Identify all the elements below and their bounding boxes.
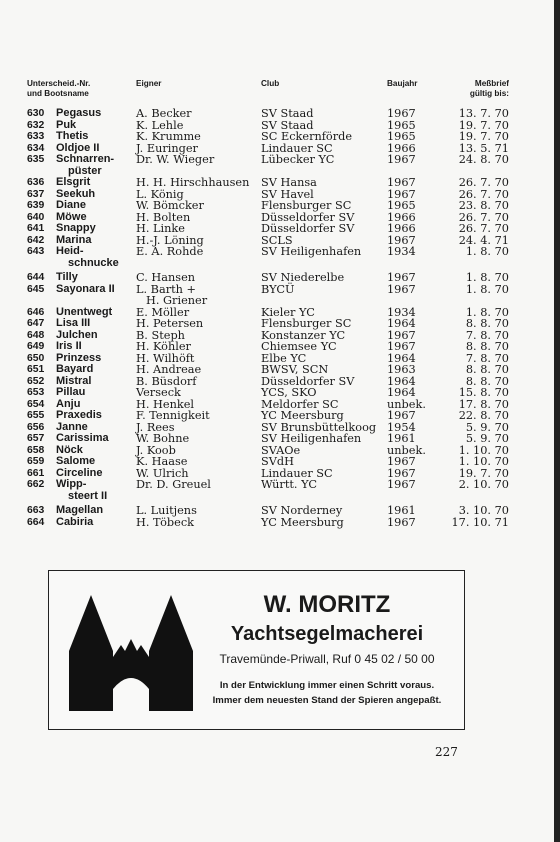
owner-name: H.-J. Löning: [136, 233, 204, 247]
boat-name: Snappy: [56, 222, 96, 234]
boat-name: Nöck: [56, 443, 83, 456]
build-year: 1967: [387, 328, 416, 342]
build-year: unbek.: [387, 397, 426, 411]
ad-slogan-2: Immer dem neuesten Stand der Spieren angepaßt.: [212, 695, 442, 706]
owner-name: H. Petersen: [136, 317, 204, 330]
build-year: 1963: [387, 363, 416, 376]
valid-until: 26. 7. 70: [458, 210, 509, 224]
valid-until: 8. 8. 70: [465, 374, 509, 388]
valid-until: 19. 7. 70: [458, 130, 509, 143]
valid-until: 24. 8. 70: [458, 153, 509, 166]
owner-name: H. Köhler: [136, 340, 191, 353]
boat-number: 649: [27, 341, 45, 352]
boat-number: 648: [27, 329, 45, 341]
boat-name: Thetis: [56, 130, 89, 142]
valid-until: 19. 7. 70: [458, 118, 509, 132]
club-name: Kieler YC: [261, 305, 315, 319]
club-name: SVAOe: [261, 443, 301, 457]
build-year: unbek.: [387, 443, 426, 457]
valid-until: 8. 8. 70: [465, 340, 509, 353]
boat-name: Tilly: [56, 271, 78, 283]
boat-name: Circeline: [56, 466, 103, 479]
build-year: 1967: [387, 233, 416, 247]
valid-until: 22. 8. 70: [458, 409, 509, 422]
table-row: [27, 154, 509, 177]
owner-name: W. Bohne: [136, 432, 190, 445]
owner-name: K. Krumme: [136, 130, 201, 143]
owner-name: J. Euringer: [136, 141, 198, 155]
build-year: 1967: [387, 187, 416, 201]
boat-name-continued: schnucke: [68, 256, 119, 269]
owner-name: Dr. W. Wieger: [136, 153, 215, 166]
advertisement: [48, 570, 465, 730]
boat-name: Janne: [56, 420, 88, 433]
ad-subtitle: Yachtsegelmacherei: [230, 623, 424, 645]
build-year: 1965: [387, 130, 416, 143]
boat-name: Prinzess: [56, 351, 102, 364]
table-row: [27, 177, 509, 189]
owner-name: H. Andreae: [136, 363, 202, 376]
owner-name: H. Wilhöft: [136, 351, 195, 365]
valid-until: 5. 9. 70: [465, 432, 509, 445]
holstentor-gate-icon: [65, 593, 197, 717]
boat-number: 664: [27, 516, 45, 528]
owner-name: W. Bömcker: [136, 199, 204, 212]
boat-name: Bayard: [56, 363, 94, 375]
boat-name: Sayonara II: [56, 282, 115, 295]
boat-number: 661: [27, 467, 45, 479]
header-year: Baujahr: [387, 79, 418, 88]
valid-until: 8. 8. 70: [465, 317, 509, 330]
boat-number: 653: [27, 387, 45, 398]
build-year: 1967: [387, 153, 416, 166]
build-year: 1966: [387, 141, 416, 155]
boat-name: Lisa III: [56, 317, 91, 329]
boat-number: 652: [27, 375, 45, 387]
build-year: 1964: [387, 351, 416, 365]
club-name: YC Meersburg: [261, 409, 344, 422]
table-row: [27, 200, 509, 212]
boat-number: 640: [27, 211, 45, 223]
club-name: BWSV, SCN: [261, 363, 329, 376]
boat-name: Carissima: [56, 432, 109, 444]
boat-number: 659: [27, 456, 45, 467]
club-name: Düsseldorfer SV: [261, 222, 355, 235]
table-row: [27, 479, 509, 502]
boat-number: 658: [27, 444, 45, 456]
valid-until: 15. 8. 70: [458, 386, 509, 399]
owner-name: H. Linke: [136, 222, 185, 235]
table-row: [27, 272, 509, 284]
owner-name: W. Ulrich: [136, 466, 189, 480]
club-name: Württ. YC: [261, 478, 317, 491]
header-valid-until-label: gültig bis:: [469, 89, 509, 98]
club-name: SC Eckernförde: [261, 130, 353, 143]
boat-name: Oldjoe II: [56, 141, 100, 154]
build-year: 1966: [387, 222, 416, 235]
boat-name-continued: steert II: [68, 489, 108, 502]
boat-number: 651: [27, 364, 45, 375]
boat-number: 635: [27, 154, 45, 165]
boat-name: Magellan: [56, 504, 104, 516]
boat-number: 642: [27, 234, 45, 246]
header-boat-label: und Bootsname: [27, 89, 89, 98]
valid-until: 19. 7. 70: [458, 466, 509, 480]
owner-name: H. Bolten: [136, 210, 191, 224]
valid-until: 1. 8. 70: [465, 245, 509, 258]
boat-name: Diane: [56, 199, 86, 211]
build-year: 1967: [387, 271, 416, 284]
build-year: 1967: [387, 478, 416, 491]
boat-number: 643: [27, 246, 45, 257]
club-name: SV Havel: [261, 187, 314, 201]
owner-name: L. Barth +: [136, 282, 196, 296]
valid-until: 1. 10. 70: [458, 455, 509, 468]
owner-name: A. Becker: [136, 107, 192, 120]
boat-name: Pegasus: [56, 107, 102, 119]
boat-number: 654: [27, 398, 45, 410]
valid-until: 7. 8. 70: [465, 328, 509, 342]
header-number-boat: [27, 79, 90, 99]
build-year: 1966: [387, 210, 416, 224]
owner-name: F. Tennigkeit: [136, 409, 210, 422]
table-row: [27, 131, 509, 143]
club-name: Konstanzer YC: [261, 328, 346, 342]
valid-until: 13. 7. 70: [458, 107, 509, 120]
build-year: 1954: [387, 420, 416, 434]
build-year: 1964: [387, 374, 416, 388]
owner-name-continued: H. Griener: [146, 294, 208, 307]
header-owner: Eigner: [136, 79, 162, 88]
owner-name: E. Möller: [136, 305, 190, 319]
boat-name: Schnarren-: [56, 153, 115, 165]
boat-number: 633: [27, 131, 45, 142]
table-row: [27, 456, 509, 468]
club-name: Lindauer SC: [261, 141, 333, 155]
build-year: 1961: [387, 432, 416, 445]
valid-until: 8. 8. 70: [465, 363, 509, 376]
valid-until: 23. 8. 70: [458, 199, 509, 212]
ad-title: W. MORITZ: [263, 591, 391, 618]
valid-until: 13. 5. 71: [458, 141, 509, 155]
club-name: SCLS: [261, 233, 293, 247]
boat-name: Julchen: [56, 328, 98, 341]
club-name: Flensburger SC: [261, 199, 352, 212]
club-name: YCS, SKO: [261, 386, 317, 399]
book-binding-edge: [554, 0, 560, 842]
boat-name: Salome: [56, 455, 96, 467]
build-year: 1934: [387, 305, 416, 319]
club-name: Chiemsee YC: [261, 340, 337, 353]
club-name: Düsseldorfer SV: [261, 210, 355, 224]
table-header: [27, 79, 509, 105]
build-year: 1964: [387, 317, 416, 330]
club-name: Lübecker YC: [261, 153, 335, 166]
valid-until: 17. 10. 71: [451, 515, 509, 529]
owner-name: Verseck: [136, 386, 181, 399]
boat-name: Möwe: [56, 210, 87, 223]
club-name: SV Heiligenhafen: [261, 432, 362, 445]
table-row: [27, 284, 509, 307]
boat-name: Seekuh: [56, 187, 96, 200]
boat-number: 646: [27, 306, 45, 318]
club-name: Flensburger SC: [261, 317, 352, 330]
owner-name: B. Büsdorf: [136, 374, 197, 388]
boat-number: 647: [27, 318, 45, 329]
valid-until: 1. 8. 70: [465, 271, 509, 284]
club-name: SVdH: [261, 455, 294, 468]
ad-slogan-1: In der Entwicklung immer einen Schritt voraus.: [219, 680, 435, 691]
build-year: 1965: [387, 199, 416, 212]
build-year: 1967: [387, 107, 416, 120]
table-row: [27, 410, 509, 422]
owner-name: H. Töbeck: [136, 515, 195, 529]
valid-until: 1. 8. 70: [465, 282, 509, 296]
header-valid-label: Meßbrief: [474, 79, 509, 88]
boat-name: Puk: [56, 118, 77, 131]
valid-until: 5. 9. 70: [465, 420, 509, 434]
club-name: SV Staad: [261, 118, 314, 132]
build-year: 1967: [387, 409, 416, 422]
valid-until: 24. 4. 71: [458, 233, 509, 247]
build-year: 1967: [387, 176, 416, 189]
table-row: [27, 318, 509, 330]
table-row: [27, 341, 509, 353]
table-row: [27, 364, 509, 376]
boat-name: Marina: [56, 233, 92, 246]
boat-register-table: [27, 108, 509, 528]
boat-name: Elsgrit: [56, 176, 91, 188]
valid-until: 1. 8. 70: [465, 305, 509, 319]
boat-number: 636: [27, 177, 45, 188]
build-year: 1967: [387, 466, 416, 480]
boat-name: Mistral: [56, 374, 92, 387]
owner-name: K. Lehle: [136, 118, 184, 132]
valid-until: 1. 10. 70: [458, 443, 509, 457]
owner-name: J. Koob: [136, 443, 176, 457]
valid-until: 26. 7. 70: [458, 222, 509, 235]
build-year: 1961: [387, 504, 416, 517]
boat-number: 641: [27, 223, 45, 234]
club-name: Düsseldorfer SV: [261, 374, 355, 388]
boat-number: 656: [27, 421, 45, 433]
club-name: SV Heiligenhafen: [261, 245, 362, 258]
owner-name: B. Steph: [136, 328, 185, 342]
table-row: [27, 108, 509, 120]
club-name: BYCÜ: [261, 282, 295, 296]
boat-number: 662: [27, 479, 45, 490]
club-name: Elbe YC: [261, 351, 307, 365]
build-year: 1934: [387, 245, 416, 258]
owner-name: Dr. D. Greuel: [136, 478, 211, 491]
valid-until: 26. 7. 70: [458, 187, 509, 201]
build-year: 1967: [387, 340, 416, 353]
owner-name: K. Haase: [136, 455, 188, 468]
boat-name: Cabiria: [56, 515, 94, 528]
owner-name: E. A. Rohde: [136, 245, 204, 258]
owner-name: L. Luitjens: [136, 504, 197, 517]
owner-name: L. König: [136, 187, 184, 201]
build-year: 1967: [387, 455, 416, 468]
owner-name: C. Hansen: [136, 271, 196, 284]
boat-number: 657: [27, 433, 45, 444]
valid-until: 17. 8. 70: [458, 397, 509, 411]
table-row: [27, 387, 509, 399]
table-row: [27, 517, 509, 529]
ad-contact: Travemünde-Priwall, Ruf 0 45 02 / 50 00: [219, 652, 435, 666]
boat-name-continued: püster: [68, 164, 102, 177]
table-row: [27, 505, 509, 517]
boat-number: 655: [27, 410, 45, 421]
page-number: 227: [435, 745, 458, 759]
header-number-label: Unterscheid.-Nr.: [27, 79, 91, 88]
club-name: SV Brunsbüttelkoog: [261, 420, 377, 434]
boat-name: Unentwegt: [56, 305, 113, 318]
owner-name: J. Rees: [136, 420, 175, 434]
header-club: Club: [261, 79, 280, 88]
valid-until: 2. 10. 70: [458, 478, 509, 491]
boat-number: 630: [27, 108, 45, 119]
table-row: [27, 246, 509, 269]
table-row: [27, 433, 509, 445]
club-name: Lindauer SC: [261, 466, 333, 480]
boat-name: Anju: [56, 397, 81, 410]
club-name: YC Meersburg: [261, 515, 344, 529]
club-name: Meldorfer SC: [261, 397, 339, 411]
valid-until: 7. 8. 70: [465, 351, 509, 365]
valid-until: 26. 7. 70: [458, 176, 509, 189]
club-name: SV Norderney: [261, 504, 343, 517]
boat-name: Wipp-: [56, 478, 87, 490]
build-year: 1965: [387, 118, 416, 132]
boat-name: Heid-: [56, 245, 84, 257]
boat-name: Iris II: [56, 340, 82, 352]
club-name: SV Niederelbe: [261, 271, 345, 284]
boat-number: 639: [27, 200, 45, 211]
owner-name: H. H. Hirschhausen: [136, 176, 250, 189]
boat-number: 637: [27, 188, 45, 200]
boat-number: 632: [27, 119, 45, 131]
build-year: 1964: [387, 386, 416, 399]
boat-number: 645: [27, 283, 45, 295]
boat-number: 650: [27, 352, 45, 364]
header-valid: [451, 79, 509, 99]
boat-name: Pillau: [56, 386, 86, 398]
boat-number: 634: [27, 142, 45, 154]
owner-name: H. Henkel: [136, 397, 194, 411]
build-year: 1967: [387, 515, 416, 529]
build-year: 1967: [387, 282, 416, 296]
boat-number: 663: [27, 505, 45, 516]
table-row: [27, 223, 509, 235]
boat-name: Praxedis: [56, 409, 102, 421]
club-name: SV Hansa: [261, 176, 317, 189]
boat-number: 644: [27, 272, 45, 283]
club-name: SV Staad: [261, 107, 314, 120]
valid-until: 3. 10. 70: [458, 504, 509, 517]
